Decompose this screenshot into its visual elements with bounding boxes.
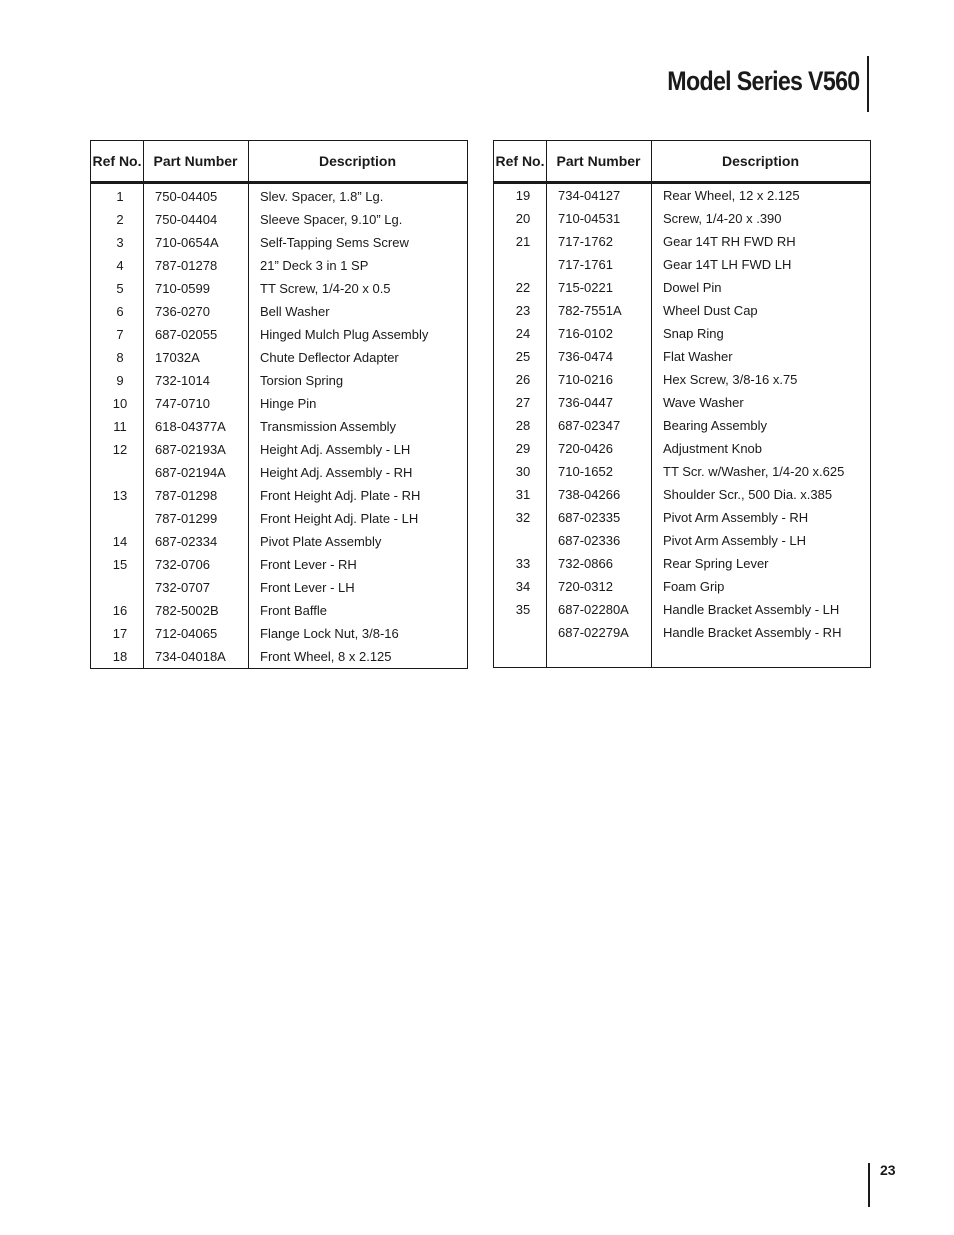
table-row (91, 484, 467, 507)
part-number-cell: 687-02193A (155, 442, 226, 457)
description-cell: Wheel Dust Cap (663, 303, 758, 318)
part-number-cell: 732-0706 (155, 557, 210, 572)
description-cell: Hinged Mulch Plug Assembly (260, 327, 429, 342)
description-cell: Front Baffle (260, 603, 327, 618)
description-cell: Pivot Arm Assembly - LH (663, 533, 807, 548)
ref-no-cell: 30 (515, 464, 531, 479)
part-number-cell: 736-0270 (155, 304, 210, 319)
description-cell: Rear Wheel, 12 x 2.125 (663, 188, 800, 203)
ref-no-cell: 6 (116, 304, 124, 319)
ref-no-cell: 20 (515, 211, 531, 226)
part-number-cell: 734-04127 (558, 188, 621, 203)
part-number-cell: 732-0866 (558, 556, 613, 571)
ref-no-cell: 17 (112, 626, 128, 641)
part-number-cell: 687-02194A (155, 465, 226, 480)
table-row (494, 506, 870, 529)
part-number-cell: 787-01278 (155, 258, 218, 273)
description-cell: Transmission Assembly (260, 419, 397, 434)
table-row (494, 368, 870, 391)
part-number-cell: 716-0102 (558, 326, 613, 341)
ref-no-cell: 10 (112, 396, 128, 411)
part-number-cell: 687-02336 (558, 533, 621, 548)
table-row (494, 276, 870, 299)
description-cell: Height Adj. Assembly - RH (260, 465, 413, 480)
part-number-cell: 787-01298 (155, 488, 218, 503)
part-number-cell: 715-0221 (558, 280, 613, 295)
part-number-cell: 687-02279A (558, 625, 629, 640)
description-cell: Pivot Arm Assembly - RH (663, 510, 809, 525)
table-row (91, 415, 467, 438)
table-row (91, 507, 467, 530)
table-row (91, 645, 467, 668)
part-number-cell: 782-7551A (558, 303, 622, 318)
part-number-cell: 710-0599 (155, 281, 210, 296)
header-ref-no: Ref No. (92, 152, 142, 169)
ref-no-cell: 14 (112, 534, 128, 549)
ref-no-cell: 19 (515, 188, 531, 203)
table-body (91, 185, 467, 668)
description-cell: Self-Tapping Sems Screw (260, 235, 409, 250)
description-cell: TT Screw, 1/4-20 x 0.5 (260, 281, 391, 296)
table-row (91, 622, 467, 645)
ref-no-cell: 1 (116, 189, 124, 204)
table-row (91, 254, 467, 277)
part-number-cell: 782-5002B (155, 603, 219, 618)
table-row (494, 184, 870, 207)
description-cell: Sleeve Spacer, 9.10” Lg. (260, 212, 403, 227)
description-cell: Gear 14T RH FWD RH (663, 234, 796, 249)
part-number-cell: 687-02335 (558, 510, 621, 525)
part-number-cell: 710-1652 (558, 464, 613, 479)
part-number-cell: 750-04405 (155, 189, 218, 204)
ref-no-cell: 12 (112, 442, 128, 457)
description-cell: Flange Lock Nut, 3/8-16 (260, 626, 399, 641)
ref-no-cell: 13 (112, 488, 128, 503)
ref-no-cell: 24 (515, 326, 531, 341)
header-rule (91, 183, 467, 184)
table-header (494, 141, 870, 183)
table-row (91, 346, 467, 369)
description-cell: Handle Bracket Assembly - RH (663, 625, 842, 640)
ref-no-cell: 5 (116, 281, 124, 296)
part-number-cell: 717-1762 (558, 234, 613, 249)
ref-no-cell: 34 (515, 579, 531, 594)
part-number-cell: 687-02055 (155, 327, 218, 342)
table-row (91, 553, 467, 576)
ref-no-cell: 15 (112, 557, 128, 572)
description-cell: Front Lever - LH (260, 580, 355, 595)
part-number-cell: 710-04531 (558, 211, 621, 226)
part-number-cell: 17032A (155, 350, 200, 365)
description-cell: Dowel Pin (663, 280, 722, 295)
table-row (494, 345, 870, 368)
description-cell: Hex Screw, 3/8-16 x.75 (663, 372, 798, 387)
part-number-cell: 732-1014 (155, 373, 210, 388)
table-row (91, 208, 467, 231)
table-row (494, 414, 870, 437)
table-row (494, 230, 870, 253)
header-ref-no: Ref No. (495, 152, 545, 169)
table-row (91, 231, 467, 254)
part-number-cell: 738-04266 (558, 487, 621, 502)
part-number-cell: 734-04018A (155, 649, 226, 664)
ref-no-cell: 8 (116, 350, 124, 365)
ref-no-cell: 22 (515, 280, 531, 295)
ref-no-cell: 2 (116, 212, 124, 227)
part-number-cell: 736-0447 (558, 395, 613, 410)
parts-table-left (90, 140, 468, 669)
ref-no-cell: 26 (515, 372, 531, 387)
ref-no-cell: 31 (515, 487, 531, 502)
description-cell: Height Adj. Assembly - LH (260, 442, 411, 457)
ref-no-cell: 7 (116, 327, 124, 342)
table-row (91, 369, 467, 392)
table-row (91, 599, 467, 622)
part-number-cell: 750-04404 (155, 212, 218, 227)
description-cell: Slev. Spacer, 1.8” Lg. (260, 189, 384, 204)
part-number-cell: 687-02347 (558, 418, 621, 433)
part-number-cell: 736-0474 (558, 349, 613, 364)
table-row (91, 277, 467, 300)
page-title: Model Series V560 (667, 66, 860, 96)
part-number-cell: 732-0707 (155, 580, 210, 595)
ref-no-cell: 23 (515, 303, 531, 318)
table-row (91, 300, 467, 323)
ref-no-cell: 32 (515, 510, 531, 525)
part-number-cell: 717-1761 (558, 257, 613, 272)
ref-no-cell: 18 (112, 649, 128, 664)
part-number-cell: 712-04065 (155, 626, 218, 641)
description-cell: Front Height Adj. Plate - LH (260, 511, 419, 526)
description-cell: Front Lever - RH (260, 557, 357, 572)
description-cell: Adjustment Knob (663, 441, 763, 456)
description-cell: Shoulder Scr., 500 Dia. x.385 (663, 487, 833, 502)
table-row (494, 391, 870, 414)
description-cell: Hinge Pin (260, 396, 317, 411)
description-cell: Screw, 1/4-20 x .390 (663, 211, 782, 226)
part-number-cell: 720-0312 (558, 579, 613, 594)
description-cell: Flat Washer (663, 349, 733, 364)
table-row (91, 323, 467, 346)
ref-no-cell: 35 (515, 602, 531, 617)
part-number-cell: 747-0710 (155, 396, 210, 411)
ref-no-cell: 4 (116, 258, 124, 273)
ref-no-cell: 3 (116, 235, 124, 250)
ref-no-cell: 28 (515, 418, 531, 433)
table-row (91, 576, 467, 599)
table-row (91, 461, 467, 484)
table-row (91, 530, 467, 553)
table-row (494, 207, 870, 230)
table-row (91, 438, 467, 461)
description-cell: Chute Deflector Adapter (260, 350, 399, 365)
part-number-cell: 787-01299 (155, 511, 218, 526)
description-cell: TT Scr. w/Washer, 1/4-20 x.625 (663, 464, 845, 479)
ref-no-cell: 11 (113, 419, 127, 434)
ref-no-cell: 29 (515, 441, 531, 456)
description-cell: Pivot Plate Assembly (260, 534, 382, 549)
table-row (91, 185, 467, 208)
description-cell: Snap Ring (663, 326, 724, 341)
table-header (91, 141, 467, 183)
description-cell: Handle Bracket Assembly - LH (663, 602, 840, 617)
table-row (91, 392, 467, 415)
description-cell: 21” Deck 3 in 1 SP (260, 258, 369, 273)
ref-no-cell: 25 (515, 349, 531, 364)
description-cell: Foam Grip (663, 579, 725, 594)
description-cell: Wave Washer (663, 395, 744, 410)
part-number-cell: 687-02280A (558, 602, 629, 617)
header-description: Description (721, 152, 799, 169)
description-cell: Rear Spring Lever (663, 556, 769, 571)
ref-no-cell: 9 (116, 373, 124, 388)
description-cell: Bearing Assembly (663, 418, 768, 433)
header-part-number: Part Number (153, 152, 238, 169)
header-part-number: Part Number (556, 152, 641, 169)
ref-no-cell: 21 (515, 234, 531, 249)
table-row (494, 253, 870, 276)
page-number: 23 (880, 1162, 896, 1178)
ref-no-cell: 16 (112, 603, 128, 618)
description-cell: Front Wheel, 8 x 2.125 (260, 649, 392, 664)
table-row (494, 299, 870, 322)
description-cell: Front Height Adj. Plate - RH (260, 488, 421, 503)
part-number-cell: 618-04377A (155, 419, 226, 434)
header-description: Description (318, 152, 396, 169)
table-row (494, 460, 870, 483)
part-number-cell: 710-0216 (558, 372, 613, 387)
table-row (494, 322, 870, 345)
title-rule (867, 56, 869, 112)
table-row (494, 483, 870, 506)
parts-table-right (493, 140, 871, 668)
ref-no-cell: 33 (515, 556, 531, 571)
part-number-cell: 687-02334 (155, 534, 218, 549)
table-row (494, 575, 870, 598)
description-cell: Torsion Spring (260, 373, 344, 388)
table-row (494, 552, 870, 575)
part-number-cell: 710-0654A (155, 235, 219, 250)
table-row (494, 529, 870, 552)
table-row (494, 437, 870, 460)
table-row (494, 598, 870, 621)
part-number-cell: 720-0426 (558, 441, 613, 456)
description-cell: Gear 14T LH FWD LH (663, 257, 792, 272)
table-body (494, 184, 870, 644)
description-cell: Bell Washer (260, 304, 330, 319)
ref-no-cell: 27 (515, 395, 531, 410)
footer-rule (868, 1163, 870, 1207)
table-row (494, 621, 870, 644)
